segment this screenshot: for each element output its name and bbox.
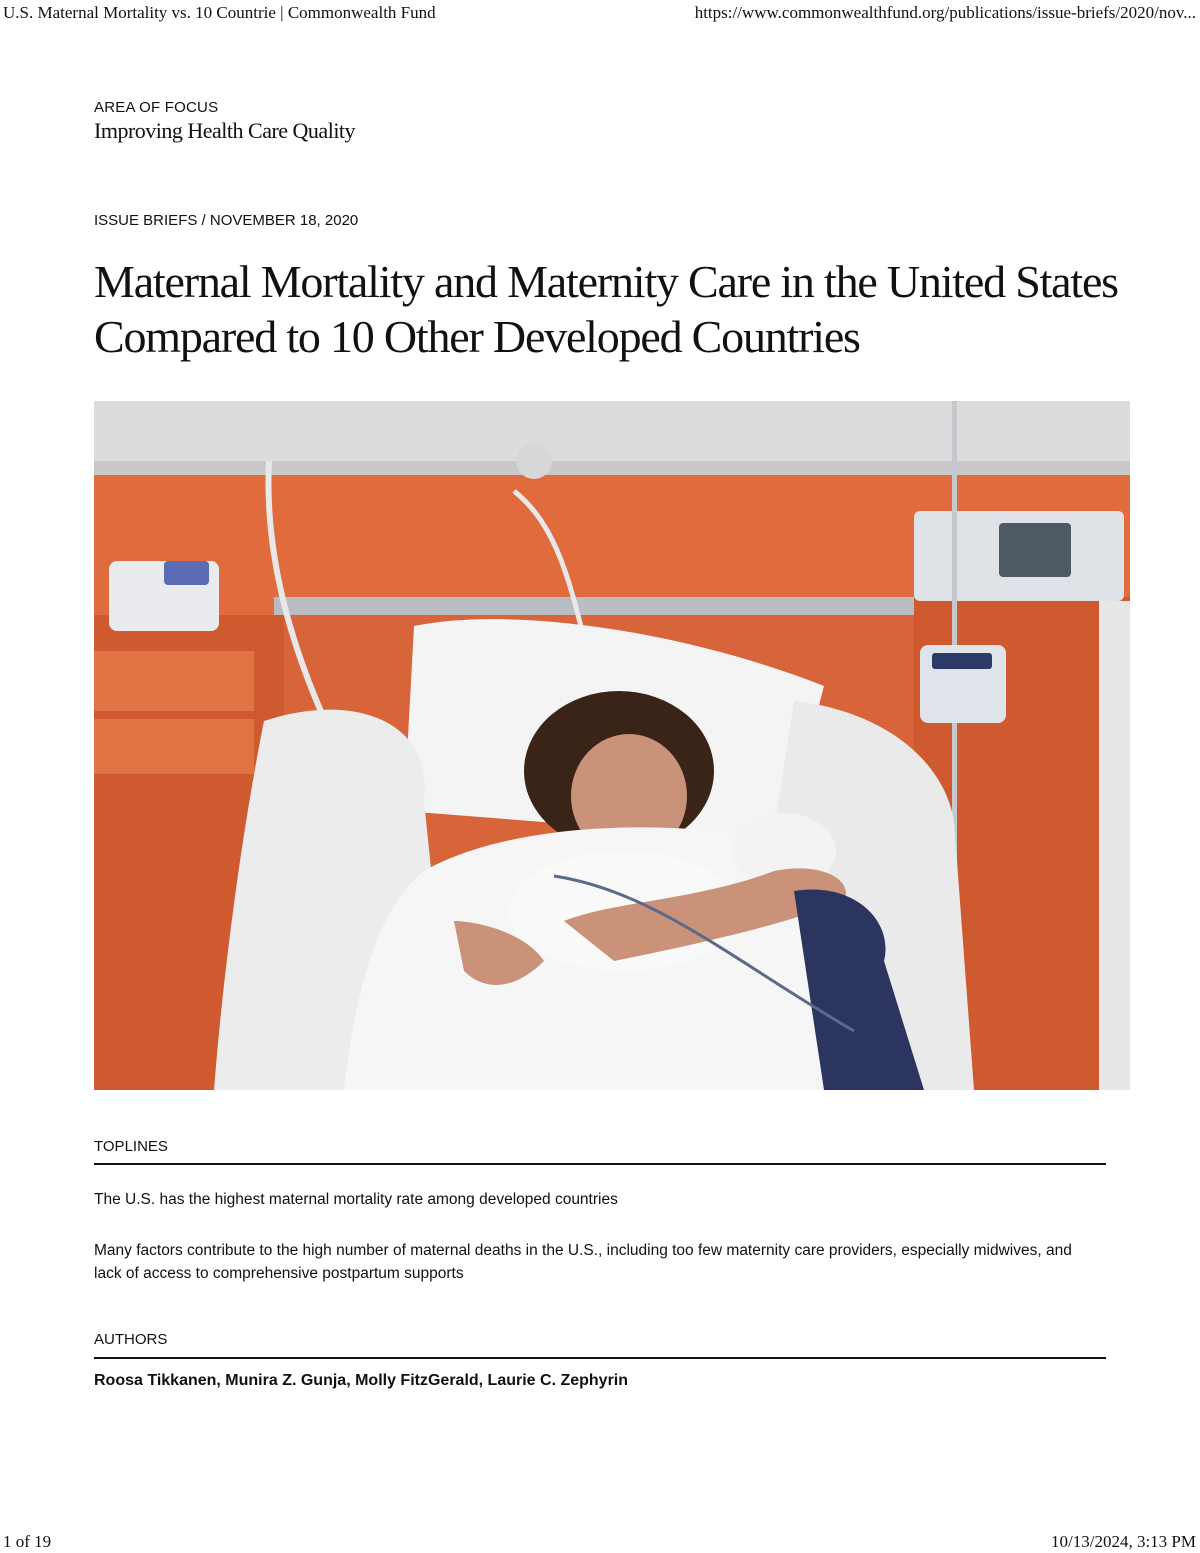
article-dateline: ISSUE BRIEFS / NOVEMBER 18, 2020 [94,212,359,229]
area-of-focus-link[interactable]: Improving Health Care Quality [94,118,356,143]
authors-heading: AUTHORS [94,1331,168,1348]
print-header [0,3,1200,23]
toplines-heading: TOPLINES [94,1138,168,1155]
print-page-title: U.S. Maternal Mortality vs. 10 Countrie | Commonwealth Fund [3,3,436,22]
toplines-divider [94,1163,1106,1165]
area-of-focus-label: AREA OF FOCUS [94,99,219,116]
print-timestamp: 10/13/2024, 3:13 PM [1051,1532,1196,1551]
topline-item: The U.S. has the highest maternal mortality rate among developed countries [94,1191,618,1208]
hero-image [94,401,1130,1090]
authors-divider [94,1357,1106,1359]
author-list[interactable]: Roosa Tikkanen, Munira Z. Gunja, Molly FitzGerald, Laurie C. Zephyrin [94,1372,629,1389]
print-footer [0,1532,1200,1552]
topline-item: Many factors contribute to the high number of maternal deaths in the U.S., including too few maternity care providers, especially midwives, and lack of access to comprehensive postpartum supports [94,1242,1072,1282]
print-url-link[interactable]: https://www.commonwealthfund.org/publications/issue-briefs/2020/nov... [694,3,1196,22]
article-title: Maternal Mortality and Maternity Care in the United States Compared to 10 Other Developed Countries [94,256,1118,362]
hero-photo-illustration [94,401,1130,1090]
page-number: 1 of 19 [3,1532,52,1551]
